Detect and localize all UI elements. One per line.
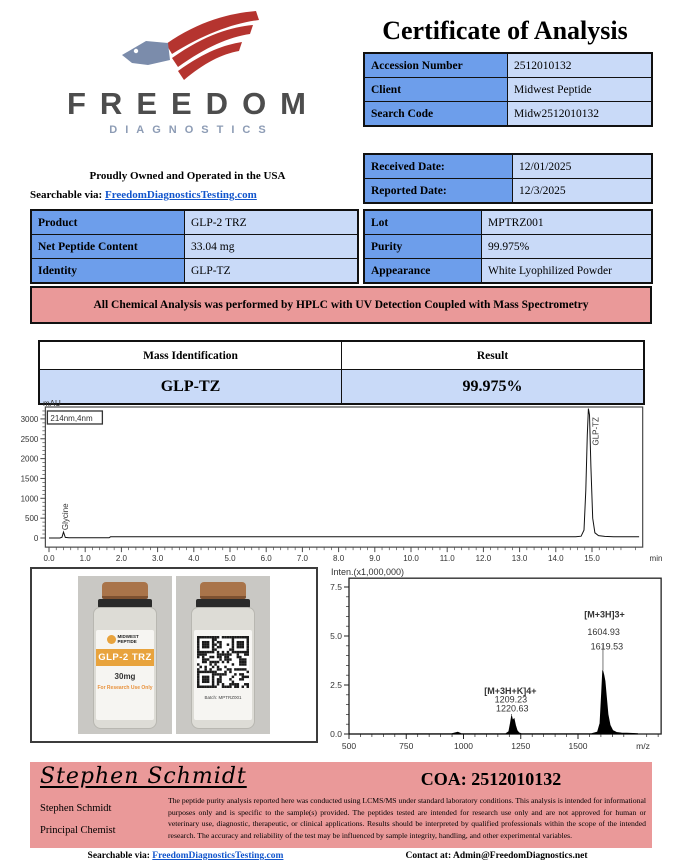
svg-text:750: 750 — [399, 741, 414, 751]
vial-body — [191, 607, 255, 729]
svg-text:500: 500 — [341, 741, 357, 751]
svg-text:12.0: 12.0 — [475, 554, 492, 564]
result-header: Result — [342, 341, 645, 370]
svg-text:3000: 3000 — [20, 414, 39, 424]
accession-table — [363, 52, 653, 127]
svg-text:11.0: 11.0 — [439, 554, 455, 564]
mass-identification-table — [38, 340, 645, 405]
row-value: 99.975% — [482, 235, 653, 259]
row-label: Product — [31, 210, 185, 235]
svg-text:14.0: 14.0 — [548, 554, 564, 564]
mass-id-value: GLP-TZ — [39, 370, 342, 405]
row-value: Midw2512010132 — [508, 102, 653, 127]
product-photos — [30, 567, 318, 743]
vial-cap — [102, 582, 148, 599]
footer-searchable-label: Searchable via: — [87, 851, 150, 861]
svg-text:2.0: 2.0 — [115, 554, 127, 564]
usa-tagline: Proudly Owned and Operated in the USA — [89, 170, 286, 182]
svg-text:1250: 1250 — [511, 741, 531, 751]
vial-back — [190, 582, 256, 734]
svg-text:15.0: 15.0 — [584, 554, 600, 564]
vial-back-label — [194, 630, 252, 720]
svg-text:1000: 1000 — [454, 741, 473, 751]
svg-text:min: min — [649, 554, 663, 564]
svg-text:1209.23: 1209.23 — [494, 694, 528, 705]
row-value: 33.04 mg — [185, 235, 359, 259]
vial-cap — [200, 582, 246, 599]
mass-id-header: Mass Identification — [39, 341, 342, 370]
svg-text:8.0: 8.0 — [333, 554, 345, 564]
svg-text:7.0: 7.0 — [296, 554, 308, 564]
svg-text:1500: 1500 — [20, 474, 39, 484]
vial-batch-text: Batch: MPTRZ001 — [204, 695, 242, 700]
table-row — [31, 235, 358, 259]
svg-text:GLP-TZ: GLP-TZ — [591, 417, 601, 446]
table-row — [364, 53, 652, 78]
svg-text:[M+3H]3+: [M+3H]3+ — [584, 609, 625, 620]
table-row — [364, 210, 652, 235]
searchable-via-top — [30, 189, 257, 201]
svg-text:Glycine: Glycine — [60, 503, 70, 531]
qr-code-icon — [194, 636, 252, 693]
eagle-flag-icon — [110, 10, 265, 88]
vial-front-label — [96, 630, 154, 720]
searchable-via-link-top[interactable]: FreedomDiagnosticsTesting.com — [104, 189, 257, 201]
signature-block — [30, 762, 652, 848]
svg-text:2500: 2500 — [20, 434, 39, 444]
page-footer — [30, 851, 652, 861]
svg-text:0.0: 0.0 — [330, 729, 342, 739]
table-row — [31, 259, 358, 284]
disclaimer-text: The peptide purity analysis reported here was conducted using LCMS/MS under standard laboratory conditions. This analysis is intended for informational purposes only and is specific to the sample(s) provided. The peptides tested are intended for research use only and are not approved for human or veterinary use, diagnostic, therapeutic, or clinical applications. Results should be interpreted by qualified professionals within the scope of the intended research. The accuracy and reliability of the test may be influenced by sample integrity, handling, and other experimental variables. — [168, 796, 646, 840]
footer-searchable — [30, 851, 341, 861]
table-row — [364, 102, 652, 127]
table-row — [364, 154, 652, 179]
svg-text:4.0: 4.0 — [188, 554, 200, 564]
row-value: White Lyophilized Powder — [482, 259, 653, 284]
table-row — [31, 210, 358, 235]
vial-brand-text: MIDWEST PEPTIDE — [117, 634, 139, 644]
row-label: Received Date: — [364, 154, 513, 179]
row-label: Identity — [31, 259, 185, 284]
row-label: Accession Number — [364, 53, 508, 78]
svg-text:0.0: 0.0 — [43, 554, 55, 564]
svg-text:3.0: 3.0 — [152, 554, 164, 564]
row-label: Purity — [364, 235, 482, 259]
vial-photo-front — [78, 576, 172, 734]
page-title: Certificate of Analysis — [382, 16, 628, 45]
midwest-peptide-logo — [96, 635, 154, 645]
svg-text:1000: 1000 — [20, 494, 39, 504]
svg-text:5.0: 5.0 — [330, 631, 342, 641]
vial-photo-back — [176, 576, 270, 734]
svg-text:1220.63: 1220.63 — [496, 703, 529, 714]
row-label: Search Code — [364, 102, 508, 127]
table-row — [364, 259, 652, 284]
row-value: 2512010132 — [508, 53, 653, 78]
vial-body — [93, 607, 157, 729]
svg-text:Inten.(x1,000,000): Inten.(x1,000,000) — [331, 567, 405, 577]
row-label: Reported Date: — [364, 179, 513, 204]
vial-front — [92, 582, 158, 734]
row-label: Net Peptide Content — [31, 235, 185, 259]
chemist-role: Principal Chemist — [40, 825, 116, 836]
svg-text:214nm,4nm: 214nm,4nm — [50, 413, 93, 423]
chemist-name: Stephen Schmidt — [40, 803, 112, 814]
row-label: Lot — [364, 210, 482, 235]
svg-text:[M+3H+K]4+: [M+3H+K]4+ — [484, 685, 537, 696]
table-row — [364, 78, 652, 102]
svg-text:1619.53: 1619.53 — [590, 641, 624, 652]
hplc-chromatogram-chart — [0, 398, 682, 568]
svg-text:10.0: 10.0 — [403, 554, 419, 564]
product-table — [30, 209, 359, 284]
method-banner: All Chemical Analysis was performed by HPLC with UV Detection Coupled with Mass Spectrometry — [30, 286, 652, 324]
svg-text:2000: 2000 — [20, 454, 39, 464]
row-label: Client — [364, 78, 508, 102]
svg-text:13.0: 13.0 — [511, 554, 528, 564]
vial-research-note: For Research Use Only — [97, 684, 153, 691]
svg-text:mAU: mAU — [43, 399, 61, 408]
svg-text:5.0: 5.0 — [224, 554, 236, 564]
svg-text:7.5: 7.5 — [330, 582, 342, 592]
mass-spectrum-chart — [325, 565, 682, 763]
result-value: 99.975% — [342, 370, 645, 405]
lot-table — [363, 209, 653, 284]
svg-text:1500: 1500 — [568, 741, 588, 751]
svg-text:2.5: 2.5 — [330, 680, 342, 690]
row-value: Midwest Peptide — [508, 78, 653, 102]
row-value: 12/01/2025 — [513, 154, 653, 179]
freedom-diagnostics-logo — [30, 10, 345, 136]
footer-contact: Contact at: Admin@FreedomDiagnostics.net — [405, 851, 588, 861]
svg-text:m/z: m/z — [636, 741, 650, 751]
searchable-via-label: Searchable via: — [30, 189, 103, 201]
svg-text:6.0: 6.0 — [260, 554, 272, 564]
dates-table — [363, 153, 653, 204]
svg-text:0: 0 — [33, 534, 39, 543]
vial-product-name: GLP-2 TRZ — [96, 649, 154, 666]
row-value: 12/3/2025 — [513, 179, 653, 204]
row-value: MPTRZ001 — [482, 210, 653, 235]
table-row — [364, 179, 652, 204]
row-value: GLP-2 TRZ — [185, 210, 359, 235]
svg-text:1.0: 1.0 — [79, 554, 91, 564]
coa-number: COA: 2512010132 — [420, 769, 562, 789]
footer-searchable-link[interactable]: FreedomDiagnosticsTesting.com — [152, 851, 284, 861]
row-label: Appearance — [364, 259, 482, 284]
vial-dose: 30mg — [114, 671, 136, 681]
logo-brand-text: FREEDOM — [67, 86, 320, 121]
table-row — [39, 341, 644, 370]
logo-sub-text: DIAGNOSTICS — [109, 123, 274, 136]
midwest-peptide-logo-icon — [107, 635, 116, 644]
svg-text:1604.93: 1604.93 — [587, 627, 620, 638]
svg-text:9.0: 9.0 — [369, 554, 381, 564]
table-row — [364, 235, 652, 259]
signature-script: Stephen Schmidt — [40, 764, 247, 789]
svg-text:500: 500 — [25, 514, 39, 524]
row-value: GLP-TZ — [185, 259, 359, 284]
